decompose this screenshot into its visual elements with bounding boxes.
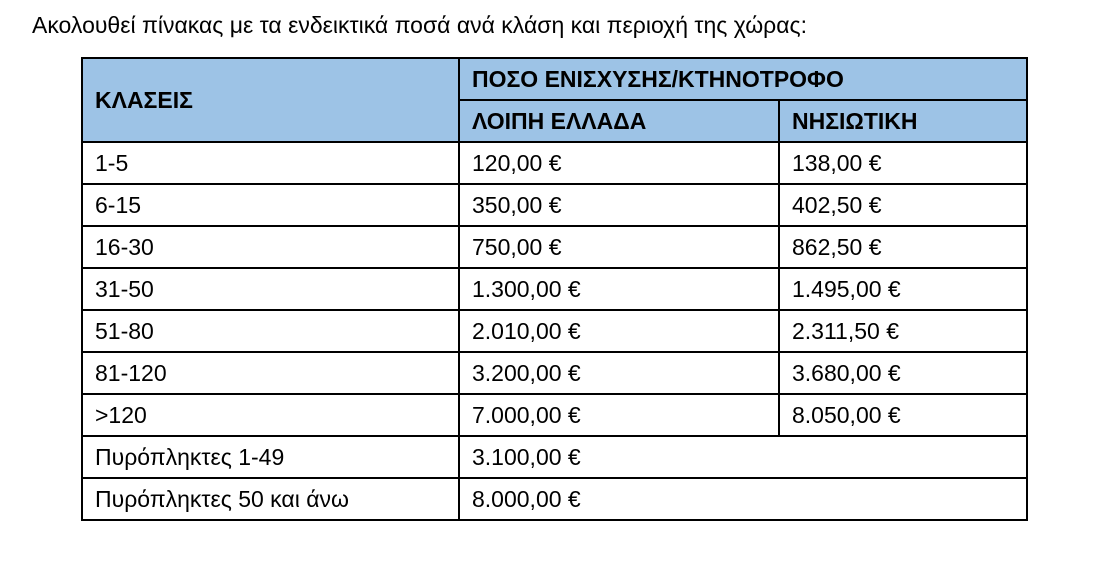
header-island: ΝΗΣΙΩΤΙΚΗ: [779, 100, 1027, 142]
fire-class-cell: Πυρόπληκτες 50 και άνω: [82, 478, 459, 520]
rest-amount-cell: 750,00 €: [459, 226, 779, 268]
island-amount-cell: 3.680,00 €: [779, 352, 1027, 394]
header-rest-of-greece: ΛΟΙΠΗ ΕΛΛΑΔΑ: [459, 100, 779, 142]
rest-amount-cell: 350,00 €: [459, 184, 779, 226]
fire-class-cell: Πυρόπληκτες 1-49: [82, 436, 459, 478]
fire-row: [82, 478, 1027, 520]
island-amount-cell: 402,50 €: [779, 184, 1027, 226]
class-cell: 6-15: [82, 184, 459, 226]
island-amount-cell: 8.050,00 €: [779, 394, 1027, 436]
rest-amount-cell: 1.300,00 €: [459, 268, 779, 310]
class-cell: 31-50: [82, 268, 459, 310]
island-amount-cell: 138,00 €: [779, 142, 1027, 184]
rest-amount-cell: 3.200,00 €: [459, 352, 779, 394]
header-row-top: [82, 58, 1027, 100]
table-row: [82, 226, 1027, 268]
class-cell: >120: [82, 394, 459, 436]
table-row: [82, 310, 1027, 352]
island-amount-cell: 2.311,50 €: [779, 310, 1027, 352]
table-row: [82, 184, 1027, 226]
table-row: [82, 142, 1027, 184]
class-cell: 16-30: [82, 226, 459, 268]
table-row: [82, 352, 1027, 394]
rest-amount-cell: 7.000,00 €: [459, 394, 779, 436]
fire-amount-cell: 3.100,00 €: [459, 436, 1027, 478]
intro-text: Ακολουθεί πίνακας με τα ενδεικτικά ποσά ανά κλάση και περιοχή της χώρας:: [32, 12, 808, 38]
grant-amounts-table: [81, 57, 1028, 521]
class-cell: 81-120: [82, 352, 459, 394]
rest-amount-cell: 120,00 €: [459, 142, 779, 184]
fire-amount-cell: 8.000,00 €: [459, 478, 1027, 520]
island-amount-cell: 862,50 €: [779, 226, 1027, 268]
rest-amount-cell: 2.010,00 €: [459, 310, 779, 352]
header-classes: ΚΛΑΣΕΙΣ: [82, 58, 459, 142]
island-amount-cell: 1.495,00 €: [779, 268, 1027, 310]
class-cell: 51-80: [82, 310, 459, 352]
table-row: [82, 394, 1027, 436]
table-row: [82, 268, 1027, 310]
header-amount-group: ΠΟΣΟ ΕΝΙΣΧΥΣΗΣ/ΚΤΗΝΟΤΡΟΦΟ: [459, 58, 1027, 100]
class-cell: 1-5: [82, 142, 459, 184]
fire-row: [82, 436, 1027, 478]
